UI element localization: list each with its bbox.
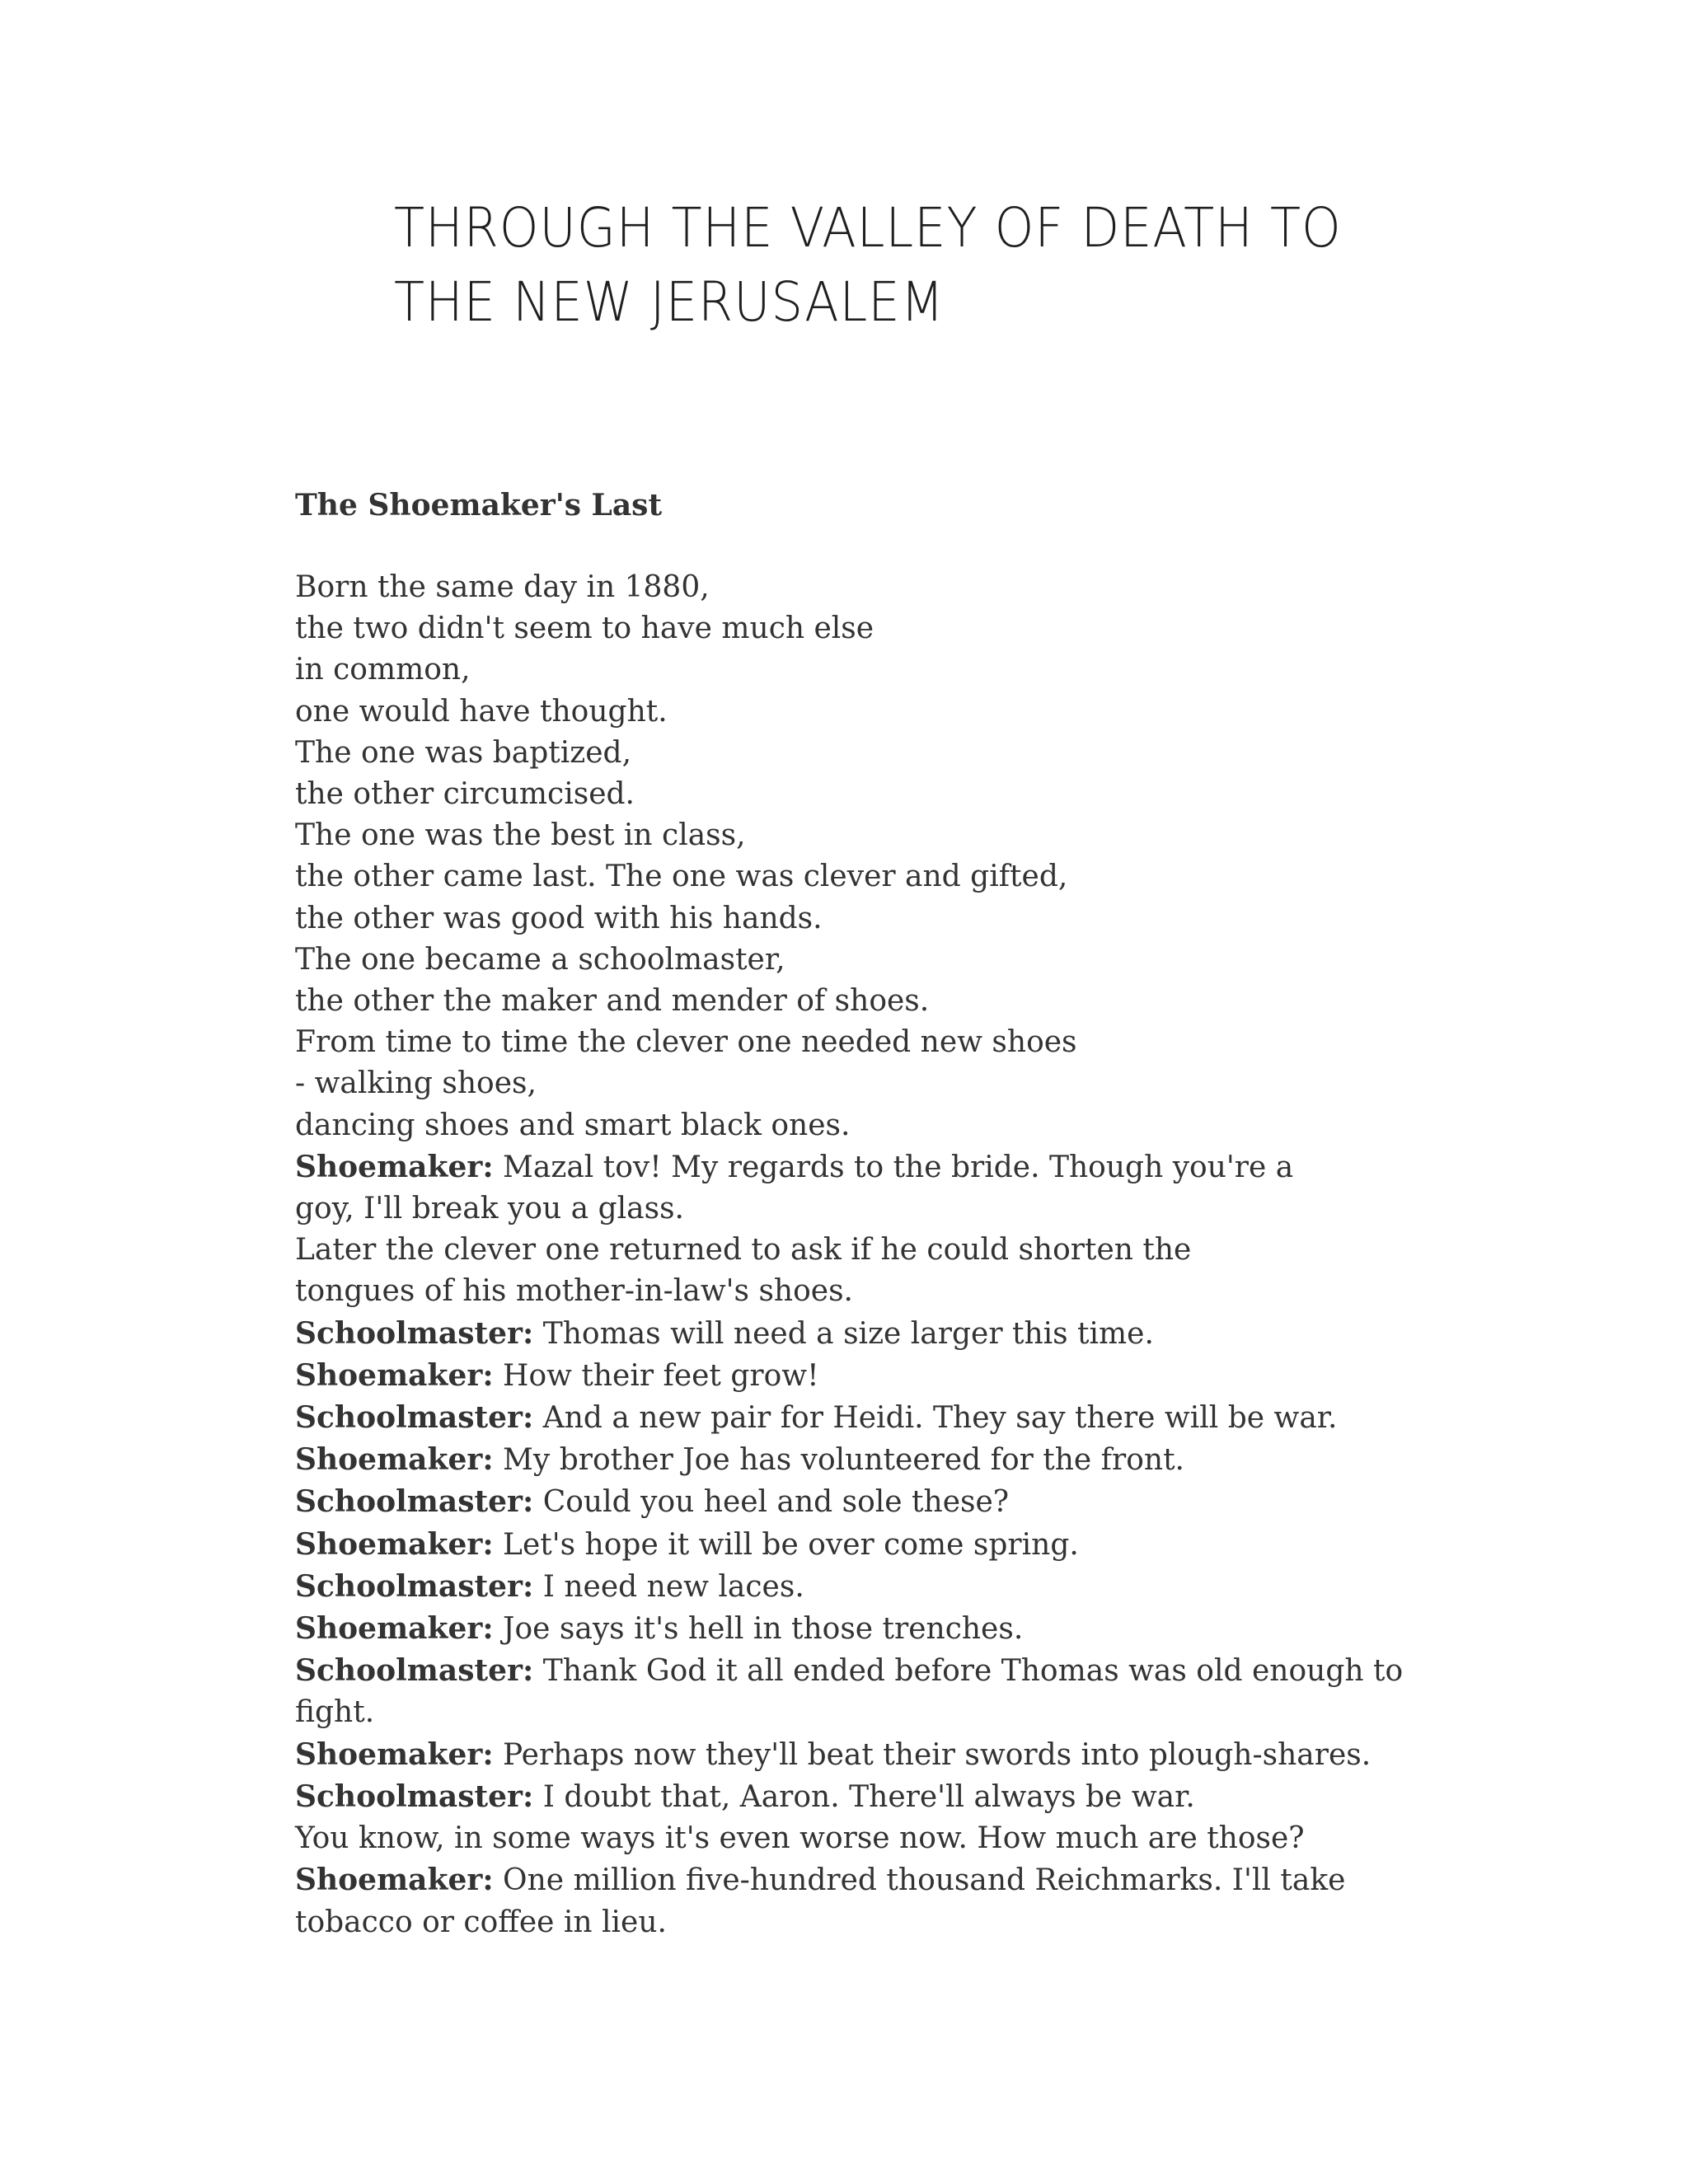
poem-line: [295, 1313, 1531, 1355]
poem-line: [295, 649, 1531, 691]
line-text: From time to time the clever one needed new shoes: [295, 1025, 1077, 1060]
poem-line: [295, 774, 1531, 815]
line-text: the other came last. The one was clever and gifted,: [295, 860, 1068, 894]
poem-line: [295, 691, 1531, 733]
line-text: Joe says it's hell in those trenches.: [493, 1612, 1024, 1647]
poem-line: [295, 1022, 1531, 1063]
speaker-label: Schoolmaster:: [295, 1400, 534, 1436]
poem-line: [295, 981, 1531, 1022]
speaker-label: Shoemaker:: [295, 1611, 494, 1647]
line-text: Thank God it all ended before Thomas was old enough to: [533, 1654, 1404, 1689]
speaker-label: Shoemaker:: [295, 1736, 494, 1772]
poem-line: [295, 1566, 1531, 1608]
speaker-label: Schoolmaster:: [295, 1779, 534, 1814]
speaker-label: Shoemaker:: [295, 1357, 494, 1393]
poem-line: [295, 733, 1531, 774]
poem-line: [295, 1481, 1531, 1523]
line-text: fight.: [295, 1695, 375, 1730]
poem-line: [295, 815, 1531, 856]
speaker-label: Shoemaker:: [295, 1526, 494, 1562]
poem-lines: [295, 567, 1531, 1943]
line-text: Perhaps now they'll beat their swords into plough-shares.: [493, 1737, 1372, 1772]
speaker-label: Shoemaker:: [295, 1149, 494, 1184]
poem-line: [295, 1776, 1531, 1818]
poem-line: [295, 1524, 1531, 1566]
line-text: Born the same day in 1880,: [295, 570, 710, 604]
title-line-2: THE NEW JERUSALEM: [394, 270, 945, 334]
speaker-label: Schoolmaster:: [295, 1568, 534, 1604]
line-text: How their feet grow!: [493, 1358, 819, 1393]
poem-line: [295, 1355, 1531, 1397]
poem-line: [295, 567, 1531, 608]
line-text: the other circumcised.: [295, 777, 635, 812]
poem-line: [295, 1692, 1531, 1733]
poem-line: [295, 1230, 1531, 1271]
line-text: dancing shoes and smart black ones.: [295, 1108, 851, 1142]
line-text: The one was the best in class,: [295, 818, 746, 853]
poem-heading: The Shoemaker's Last: [295, 488, 663, 523]
poem-line: [295, 1734, 1531, 1776]
poem-line: [295, 1902, 1531, 1943]
line-text: I doubt that, Aaron. There'll always be war.: [533, 1779, 1195, 1814]
line-text: Let's hope it will be over come spring.: [493, 1527, 1079, 1562]
line-text: Could you heel and sole these?: [533, 1485, 1010, 1520]
poem-line: [295, 1397, 1531, 1439]
document-title: [394, 191, 1380, 340]
line-text: One million five-hundred thousand Reichmarks. I'll take: [493, 1863, 1346, 1898]
line-text: You know, in some ways it's even worse now. How much are those?: [295, 1821, 1305, 1856]
poem-body: [295, 485, 1531, 1943]
line-text: The one became a schoolmaster,: [295, 942, 785, 977]
poem-line: [295, 608, 1531, 649]
line-text: The one was baptized,: [295, 735, 632, 770]
poem-line: [295, 1818, 1531, 1859]
line-text: one would have thought.: [295, 694, 668, 729]
line-text: tobacco or coffee in lieu.: [295, 1905, 667, 1939]
poem-line: [295, 856, 1531, 898]
poem-line: [295, 1439, 1531, 1481]
line-text: My brother Joe has volunteered for the front.: [493, 1443, 1184, 1478]
poem-line: [295, 1105, 1531, 1146]
line-text: I need new laces.: [533, 1569, 804, 1604]
poem-line: [295, 940, 1531, 981]
speaker-label: Schoolmaster:: [295, 1653, 534, 1689]
poem-line: [295, 1650, 1531, 1692]
line-text: in common,: [295, 653, 471, 687]
line-text: the other the maker and mender of shoes.: [295, 984, 930, 1019]
speaker-label: Shoemaker:: [295, 1442, 494, 1478]
line-text: the two didn't seem to have much else: [295, 612, 874, 646]
line-text: the other was good with his hands.: [295, 901, 823, 935]
poem-line: [295, 1271, 1531, 1312]
speaker-label: Shoemaker:: [295, 1863, 494, 1898]
poem-line: [295, 1188, 1531, 1230]
speaker-label: Schoolmaster:: [295, 1484, 534, 1520]
poem-line: [295, 898, 1531, 940]
line-text: Mazal tov! My regards to the bride. Though you're a: [493, 1150, 1294, 1184]
poem-line: [295, 1063, 1531, 1104]
poem-line: [295, 1146, 1531, 1188]
line-text: - walking shoes,: [295, 1066, 537, 1101]
title-line-1: THROUGH THE VALLEY OF DEATH TO: [394, 196, 1342, 260]
speaker-label: Schoolmaster:: [295, 1315, 534, 1351]
line-text: And a new pair for Heidi. They say there will be war.: [533, 1401, 1338, 1436]
line-text: Later the clever one returned to ask if he could shorten the: [295, 1233, 1192, 1268]
poem-line: [295, 1608, 1531, 1650]
line-text: Thomas will need a size larger this time.: [533, 1316, 1154, 1351]
line-text: goy, I'll break you a glass.: [295, 1192, 684, 1226]
line-text: tongues of his mother-in-law's shoes.: [295, 1274, 854, 1309]
poem-line: [295, 1859, 1531, 1901]
